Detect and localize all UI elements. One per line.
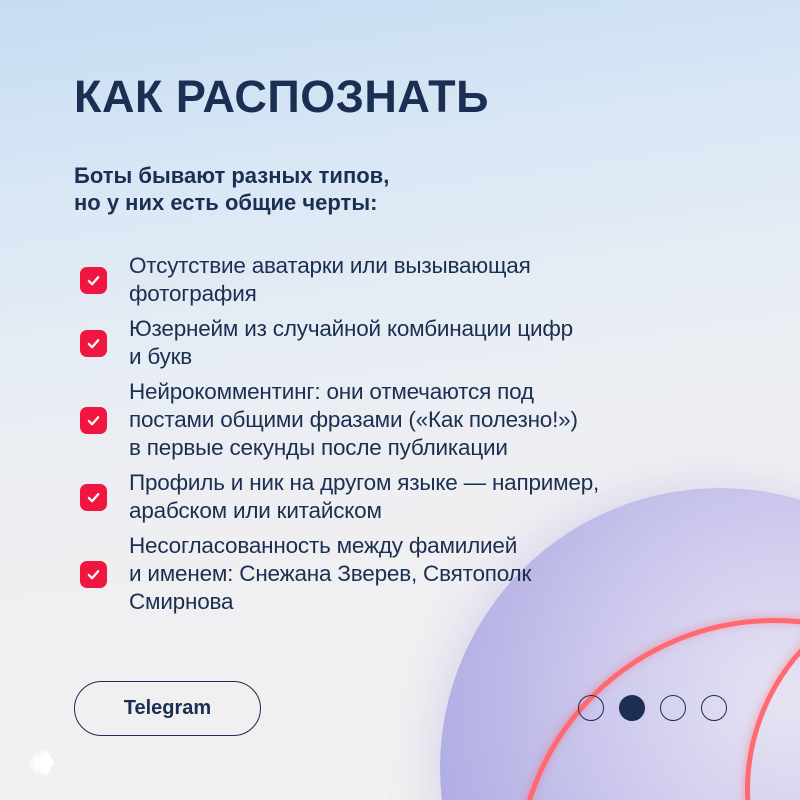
text-line: Юзернейм из случайной комбинации цифр (129, 316, 573, 341)
list-item-text (129, 315, 573, 371)
list-item (80, 378, 700, 462)
page-dot-4[interactable] (701, 695, 727, 721)
text-line: Нейрокомментинг: они отмечаются под (129, 379, 534, 404)
text-line: Профиль и ник на другом языке — например, (129, 470, 600, 495)
subtitle-line: Боты бывают разных типов, (74, 163, 390, 188)
brand-logo-icon (24, 743, 58, 783)
list-item-text (129, 469, 599, 525)
subtitle-line: но у них есть общие черты: (74, 190, 378, 215)
checkbox-checked-icon (80, 267, 107, 294)
checkbox-checked-icon (80, 407, 107, 434)
list-item-text (129, 532, 531, 616)
text-line: и именем: Снежана Зверев, Святополк (129, 561, 532, 586)
text-line: в первые секунды после публикации (129, 435, 508, 460)
feature-list (80, 252, 700, 623)
page-dot-2-active[interactable] (619, 695, 645, 721)
page-dot-1[interactable] (578, 695, 604, 721)
checkbox-checked-icon (80, 561, 107, 588)
text-line: арабском или китайском (129, 498, 382, 523)
checkbox-checked-icon (80, 330, 107, 357)
list-item-text (129, 252, 531, 308)
list-item (80, 252, 700, 308)
text-line: фотография (129, 281, 257, 306)
checkbox-checked-icon (80, 484, 107, 511)
telegram-button[interactable]: Telegram (74, 681, 261, 736)
text-line: Отсутствие аватарки или вызывающая (129, 253, 531, 278)
text-line: и букв (129, 344, 193, 369)
list-item (80, 532, 700, 616)
text-line: постами общими фразами («Как полезно!») (129, 407, 578, 432)
pagination-dots (578, 695, 727, 721)
slide-title: КАК РАСПОЗНАТЬ (74, 71, 489, 122)
page-dot-3[interactable] (660, 695, 686, 721)
slide-subtitle (74, 162, 494, 216)
text-line: Смирнова (129, 589, 234, 614)
list-item (80, 469, 700, 525)
text-line: Несогласованность между фамилией (129, 533, 518, 558)
list-item (80, 315, 700, 371)
list-item-text (129, 378, 578, 462)
